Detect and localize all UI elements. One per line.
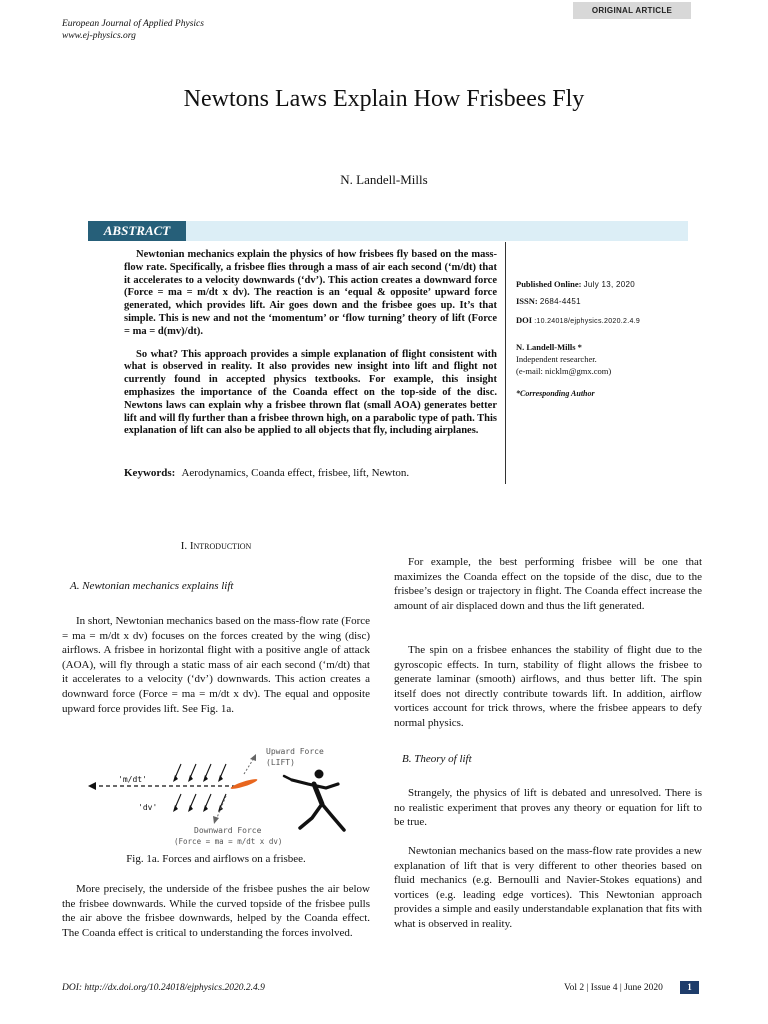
paragraph-underside: More precisely, the underside of the frisbee pushes the air below the frisbee downwards. While the curved topside of the frisbee pulls the air above the frisbee downwards, helped by the Coanda effect. The Coanda effect is critical to understanding the forces involved. [62,883,370,939]
abstract-divider [505,242,506,484]
downward-force-label: Downward Force [194,826,262,835]
downwash-arrows-bottom [175,794,226,808]
issn-value: 2684-4451 [539,297,581,306]
page-number: 1 [680,981,699,994]
downwash-arrowheads [173,775,223,812]
published-line [516,278,716,291]
footer-volume: Vol 2 | Issue 4 | June 2020 [564,983,663,993]
keywords-label: Keywords: [124,467,176,479]
published-date: July 13, 2020 [583,280,636,289]
downward-force-formula: (Force = ma = m/dt x dv) [174,837,283,846]
author-email[interactable]: (e-mail: nicklm@gmx.com) [516,366,612,376]
mdt-label: 'm/dt' [118,775,147,784]
airflow-arrowhead [88,782,96,790]
right-column-paragraph-3 [394,786,702,830]
thrower-silhouette [284,770,344,831]
downward-force-arrowhead [213,816,219,824]
dv-label: 'dv' [138,803,158,812]
author-info [516,341,716,377]
lift-arrowhead [250,754,256,761]
upward-force-label: Upward Force [266,747,324,756]
left-column-paragraph-1 [62,614,370,716]
paragraph-spin: The spin on a frisbee enhances the stability of flight due to the gyroscopic effects. In turn, stability of flight allows the frisbee to generate laminar (smooth) airflows, and thus better lift. The spin itself does not directly contribute towards lift. In addition, airflow vortices account for trick throws, where the frisbee appears to defy normal physics. [394,644,702,729]
doi-label: DOI [516,315,533,325]
doi-value[interactable]: :10.24018/ejphysics.2020.2.4.9 [534,318,641,325]
right-column-paragraph-1 [394,555,702,613]
journal-website: www.ej-physics.org [62,31,136,41]
figure-caption: Fig. 1a. Forces and airflows on a frisbee. [126,853,306,865]
subsection-heading-a: A. Newtonian mechanics explains lift [70,580,234,592]
right-column-paragraph-4 [394,844,702,932]
downwash-arrows-top [175,764,226,778]
right-column-paragraph-2 [394,643,702,731]
page-title: Newtons Laws Explain How Frisbees Fly [183,86,585,112]
abstract-paragraph-1: Newtonian mechanics explain the physics of how frisbees fly based on the mass-flow rate. Specifically, a frisbee flies through a mass of air each second (‘m/dt) that it accelerates to a velocity downwards (‘dv’). This action creates a downward force (Force = ma = m/dt x dv). The reaction is an ‘equal & opposite’ upward force generated, which provides lift. Air goes down and the frisbee goes up. It’s that simple. This is new and not the ‘momentum’ or ‘flow turning’ theory of lift (Force = ma = d(mv)/dt). [124,249,497,337]
author-info-name: N. Landell-Mills * [516,342,582,352]
journal-name: European Journal of Applied Physics [62,19,204,29]
left-column-paragraph-2 [62,882,370,940]
paragraph-best-frisbee: For example, the best performing frisbee will be one that maximizes the Coanda effect on the topside of the disc, due to the frisbee’s design or trajectory in flight. The Coanda effect increase the amount of air displaced down and thus the lift generated. [394,556,702,612]
paragraph-newtonian-explanation: Newtonian mechanics based on the mass-flow rate provides a new explanation of lift that is very different to other theories based on fluid mechanics (e.g. Bernoulli and Navier-Stokes equations) and vortices (e.g. leading edge vortices). This Newtonian approach provides a simple and easily understandable explanation that fits with what is observed in reality. [394,845,702,930]
figure-1a [86,744,356,852]
frisbee-shape [230,777,258,790]
footer-doi[interactable]: DOI: http://dx.doi.org/10.24018/ejphysics.2020.2.4.9 [62,983,265,993]
issn-line [516,295,716,308]
abstract-paragraph-2: So what? This approach provides a simple explanation of flight consistent with what is observed in reality. It also provides new insight into lift and flight not currently found in accepted physics textbooks. For example, this insight emphasizes the importance of the Coanda effect on the top-side of the disc. Newtons laws can explain why a frisbee thrown flat (small AOA) generates better lift and will fly further than a frisbee thrown high, on a parabolic type of path. This explanation of lift can also be applied to all objects that fly, including airplanes. [124,348,497,437]
published-label: Published Online: [516,279,582,289]
doi-line [516,314,716,328]
issn-label: ISSN: [516,296,538,306]
abstract-text [124,249,497,448]
author-affiliation: Independent researcher. [516,354,597,364]
paragraph-newtonian-lift: In short, Newtonian mechanics based on the mass-flow rate (Force = ma = m/dt x dv) focuses on the forces created by the wing (disc) airflows. A frisbee in horizontal flight with a positive angle of attack (AOA), will fly through a static mass of air each second (‘m/dt) that it accelerates to a velocity (‘dv’) downwards. This action creates a downward force (Force = ma = m/dt x dv). The equal and opposite upward force provides lift. See Fig. 1a. [62,615,370,715]
downward-force-arrow [216,796,226,820]
corresponding-author-note: *Corresponding Author [516,389,595,398]
subsection-heading-b: B. Theory of lift [402,753,472,765]
article-type-badge: ORIGINAL ARTICLE [573,2,691,19]
paragraph-lift-debated: Strangely, the physics of lift is debated and unresolved. There is no realistic experiment that proves any theory or equation for lift to be true. [394,787,702,829]
lift-label: (LIFT) [266,758,295,767]
journal-header [62,18,204,42]
keywords-value: Aerodynamics, Coanda effect, frisbee, lift, Newton. [181,467,410,479]
abstract-label: ABSTRACT [88,221,186,241]
lift-arrow [244,758,254,774]
section-heading-introduction: I. Introduction [180,540,252,552]
author-line: N. Landell-Mills [340,172,428,187]
keywords-line [124,467,409,479]
